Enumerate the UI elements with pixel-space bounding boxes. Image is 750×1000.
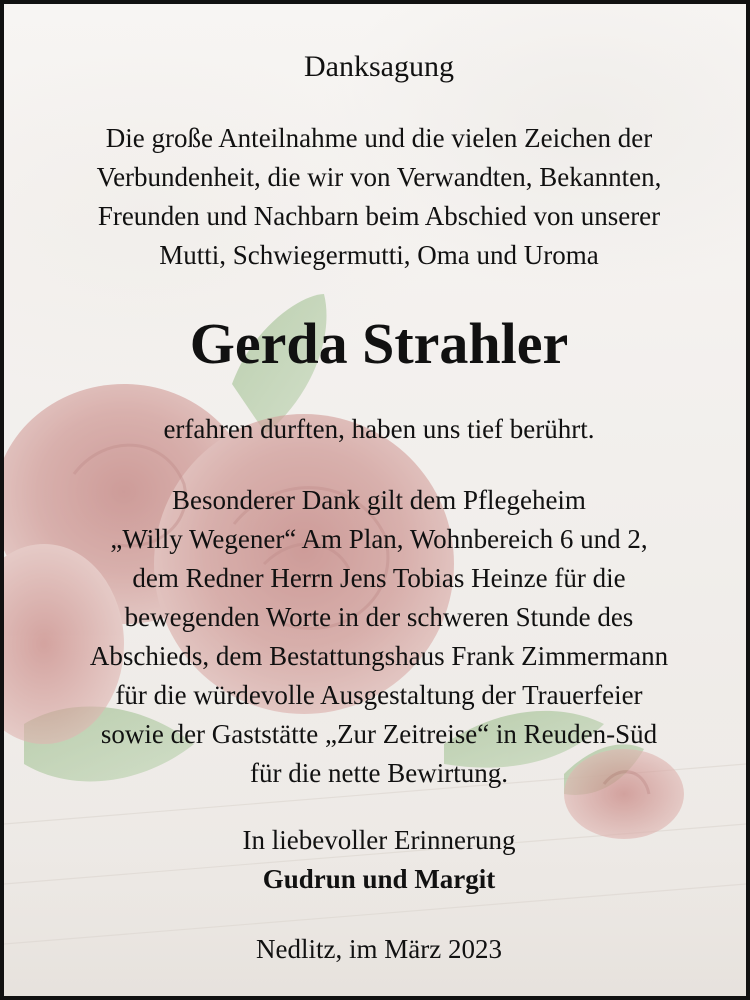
thanks-line-6: für die würdevolle Ausgestaltung der Trauerfeier [115, 680, 643, 710]
thanks-line-5: Abschieds, dem Bestattungshaus Frank Zimmermann [89, 641, 669, 671]
thanks-line-4: bewegenden Worte in der schweren Stunde des [124, 602, 634, 632]
intro-line-4: Mutti, Schwiegermutti, Oma und Uroma [159, 240, 599, 270]
thanks-line-2: „Willy Wegener“ Am Plan, Wohnbereich 6 und 2, [110, 524, 648, 554]
thanks-line-1: Besonderer Dank gilt dem Pflegeheim [172, 485, 586, 515]
deceased-name: Gerda Strahler [189, 311, 569, 376]
memory-line: In liebevoller Erinnerung [242, 825, 516, 855]
intro-line-1: Die große Anteilnahme und die vielen Zeichen der [105, 123, 653, 153]
after-name-line: erfahren durften, haben uns tief berührt. [163, 414, 595, 444]
thanks-line-3: dem Redner Herrn Jens Tobias Heinze für die [132, 563, 626, 593]
place-date: Nedlitz, im März 2023 [256, 934, 502, 964]
obituary-content [8, 8, 750, 1000]
signatories: Gudrun und Margit [262, 864, 496, 894]
thanks-line-8: für die nette Bewirtung. [250, 758, 508, 788]
thanks-line-7: sowie der Gaststätte „Zur Zeitreise“ in Reuden-Süd [100, 719, 658, 749]
heading: Danksagung [304, 50, 454, 83]
intro-line-2: Verbundenheit, die wir von Verwandten, Bekannten, [96, 162, 662, 192]
intro-line-3: Freunden und Nachbarn beim Abschied von unserer [97, 201, 661, 231]
